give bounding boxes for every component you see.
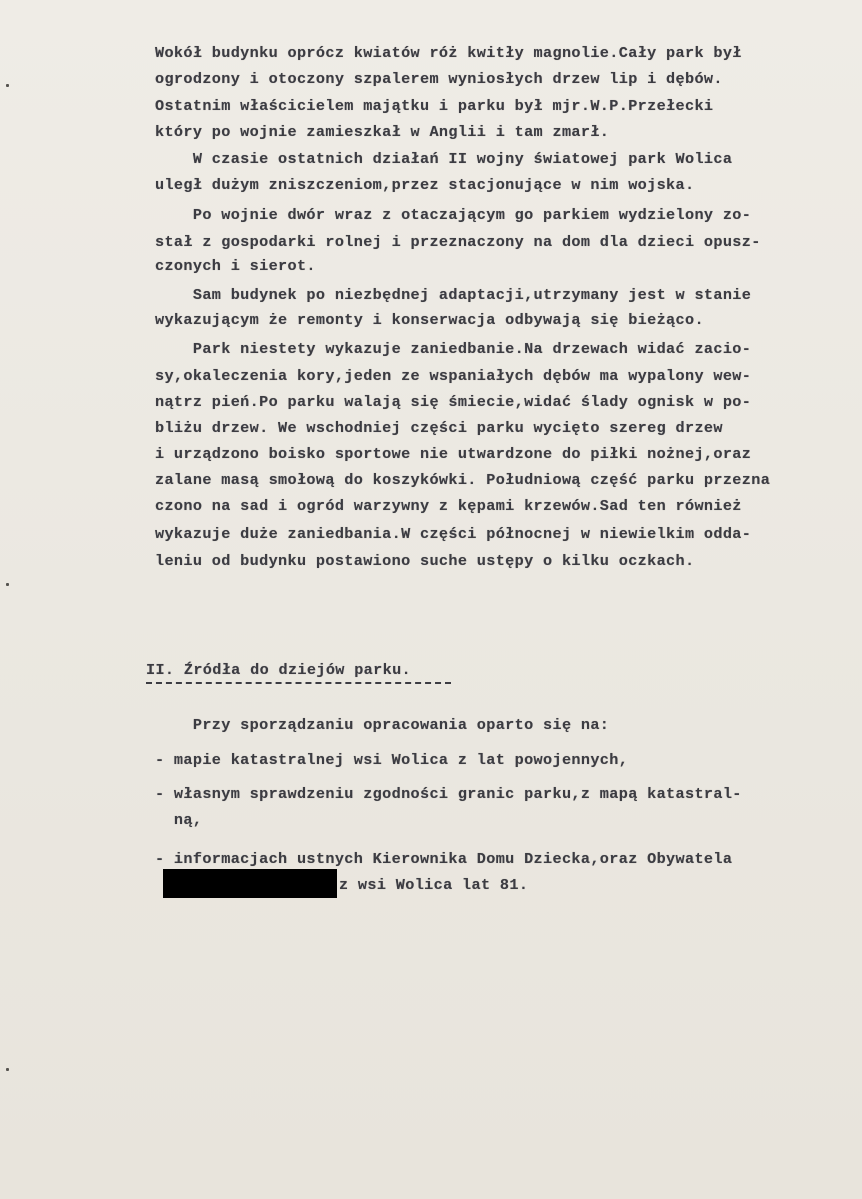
text-line: czonych i sierot.: [155, 257, 316, 275]
text-line: zalane masą smołową do koszykówki. Południową część parku przezna: [155, 471, 771, 489]
list-item-continuation: z wsi Wolica lat 81.: [339, 876, 529, 894]
text-line: leniu od budynku postawiono suche ustępy o kilku oczkach.: [155, 552, 695, 570]
text-line: nątrz pień.Po parku walają się śmiecie,widać ślady ognisk w po-: [155, 393, 752, 411]
margin-mark: [6, 1068, 9, 1071]
text-line: który po wojnie zamieszkał w Anglii i tam zmarł.: [155, 123, 610, 141]
margin-mark: [6, 583, 9, 586]
text-line: bliżu drzew. We wschodniej części parku wycięto szereg drzew: [155, 419, 723, 437]
text-line: wykazującym że remonty i konserwacja odbywają się bieżąco.: [155, 311, 704, 329]
list-item: - własnym sprawdzeniu zgodności granic parku,z mapą katastral-: [155, 785, 742, 803]
text-line: i urządzono boisko sportowe nie utwardzone do piłki nożnej,oraz: [155, 445, 752, 463]
text-line: uległ dużym zniszczeniom,przez stacjonujące w nim wojska.: [155, 176, 695, 194]
text-line: Wokół budynku oprócz kwiatów róż kwitły magnolie.Cały park był: [155, 44, 742, 62]
text-line: Park niestety wykazuje zaniedbanie.Na drzewach widać zacio-: [155, 340, 752, 358]
text-line: W czasie ostatnich działań II wojny światowej park Wolica: [155, 150, 733, 168]
text-line: wykazuje duże zaniedbania.W części północnej w niewielkim odda-: [155, 525, 752, 543]
text-line: czono na sad i ogród warzywny z kępami krzewów.Sad ten również: [155, 497, 742, 515]
margin-mark: [6, 84, 9, 87]
text-line: stał z gospodarki rolnej i przeznaczony na dom dla dzieci opusz-: [155, 233, 761, 251]
text-line: Sam budynek po niezbędnej adaptacji,utrzymany jest w stanie: [155, 286, 752, 304]
list-item: - informacjach ustnych Kierownika Domu Dziecka,oraz Obywatela: [155, 850, 733, 868]
text-line: sy,okaleczenia kory,jeden ze wspaniałych dębów ma wypalony wew-: [155, 367, 752, 385]
text-line: Przy sporządzaniu opracowania oparto się na:: [155, 716, 610, 734]
list-item: - mapie katastralnej wsi Wolica z lat powojennych,: [155, 751, 629, 769]
heading-underline: [146, 682, 451, 684]
text-line: Ostatnim właścicielem majątku i parku był mjr.W.P.Przełecki: [155, 97, 714, 115]
list-item-continuation: ną,: [155, 811, 203, 829]
redaction-bar: [163, 869, 337, 898]
text-line: ogrodzony i otoczony szpalerem wyniosłych drzew lip i dębów.: [155, 70, 723, 88]
text-line: Po wojnie dwór wraz z otaczającym go parkiem wydzielony zo-: [155, 206, 752, 224]
section-heading: II. Źródła do dziejów parku.: [146, 661, 411, 679]
